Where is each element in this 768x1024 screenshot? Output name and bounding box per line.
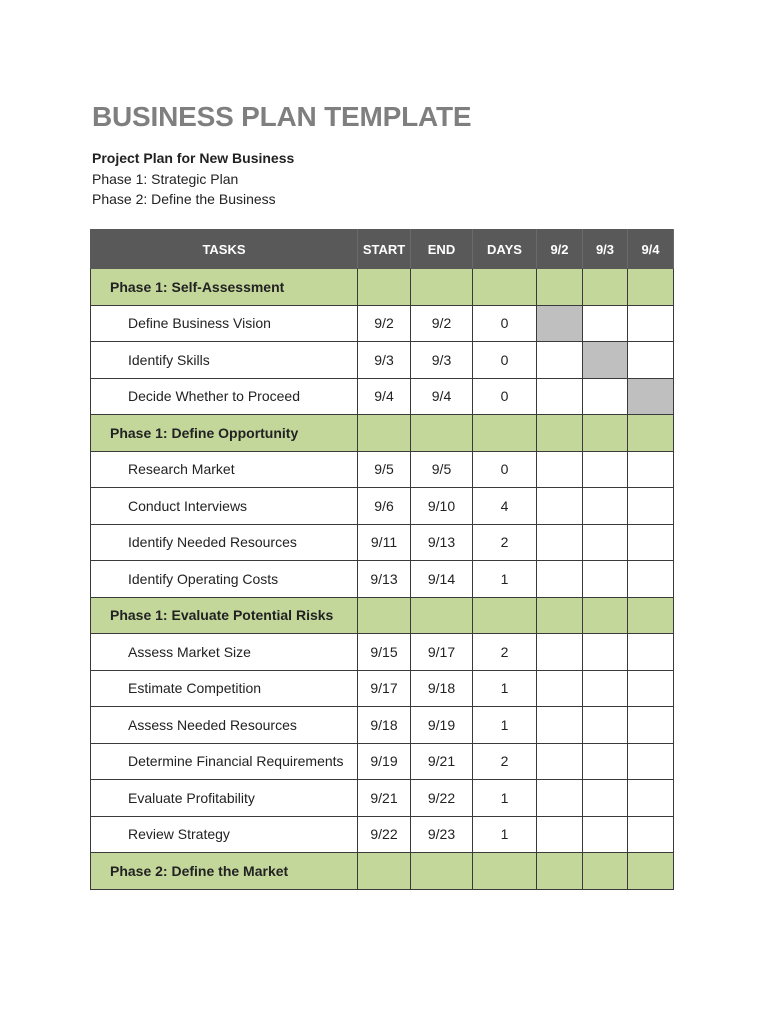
days-cell[interactable]: 2 (473, 524, 537, 561)
gantt-cell[interactable] (628, 342, 674, 379)
days-cell[interactable]: 4 (473, 488, 537, 525)
phase-label[interactable]: Phase 1: Self-Assessment (91, 269, 358, 306)
end-cell[interactable]: 9/10 (411, 488, 473, 525)
task-name-cell[interactable]: Identify Skills (91, 342, 358, 379)
task-row (91, 342, 674, 379)
phase-empty-cell[interactable] (583, 597, 628, 634)
phase-empty-cell[interactable] (628, 853, 674, 890)
gantt-cell-filled[interactable] (583, 342, 628, 379)
gantt-cell[interactable] (583, 524, 628, 561)
end-cell[interactable]: 9/18 (411, 670, 473, 707)
gantt-cell[interactable] (583, 634, 628, 671)
start-cell[interactable]: 9/15 (358, 634, 411, 671)
gantt-cell[interactable] (583, 488, 628, 525)
gantt-cell[interactable] (628, 816, 674, 853)
document-title: BUSINESS PLAN TEMPLATE (92, 101, 472, 132)
gantt-cell[interactable] (583, 305, 628, 342)
days-cell[interactable]: 0 (473, 305, 537, 342)
task-name-cell[interactable]: Assess Market Size (91, 634, 358, 671)
task-name-cell[interactable]: Evaluate Profitability (91, 780, 358, 817)
task-name-cell[interactable]: Estimate Competition (91, 670, 358, 707)
gantt-cell[interactable] (628, 488, 674, 525)
gantt-cell[interactable] (537, 378, 583, 415)
gantt-cell[interactable] (583, 743, 628, 780)
phase-empty-cell[interactable] (537, 853, 583, 890)
gantt-cell[interactable] (583, 378, 628, 415)
gantt-cell[interactable] (628, 305, 674, 342)
phase-empty-cell[interactable] (358, 597, 411, 634)
subtitle-block (92, 148, 294, 210)
task-row (91, 305, 674, 342)
subtitle-line-phase2: Phase 2: Define the Business (92, 191, 276, 207)
gantt-cell[interactable] (537, 524, 583, 561)
gantt-cell[interactable] (537, 780, 583, 817)
gantt-cell[interactable] (537, 816, 583, 853)
days-cell[interactable]: 1 (473, 780, 537, 817)
gantt-cell[interactable] (583, 816, 628, 853)
gantt-cell[interactable] (537, 451, 583, 488)
phase-empty-cell[interactable] (358, 415, 411, 452)
gantt-cell[interactable] (583, 707, 628, 744)
gantt-cell[interactable] (628, 780, 674, 817)
days-cell[interactable]: 0 (473, 342, 537, 379)
header-date: 9/3 (583, 230, 628, 269)
task-name-cell[interactable]: Review Strategy (91, 816, 358, 853)
phase-empty-cell[interactable] (473, 597, 537, 634)
end-cell[interactable]: 9/14 (411, 561, 473, 598)
task-name-cell[interactable]: Identify Needed Resources (91, 524, 358, 561)
days-cell[interactable]: 1 (473, 561, 537, 598)
phase-empty-cell[interactable] (411, 853, 473, 890)
task-name-cell[interactable]: Decide Whether to Proceed (91, 378, 358, 415)
phase-empty-cell[interactable] (628, 269, 674, 306)
end-cell[interactable]: 9/19 (411, 707, 473, 744)
end-cell[interactable]: 9/3 (411, 342, 473, 379)
gantt-cell[interactable] (628, 451, 674, 488)
gantt-cell[interactable] (537, 707, 583, 744)
phase-empty-cell[interactable] (537, 269, 583, 306)
phase-empty-cell[interactable] (537, 415, 583, 452)
start-cell[interactable]: 9/2 (358, 305, 411, 342)
gantt-cell[interactable] (583, 451, 628, 488)
table-header (91, 230, 674, 269)
gantt-cell[interactable] (537, 561, 583, 598)
end-cell[interactable]: 9/13 (411, 524, 473, 561)
start-cell[interactable]: 9/5 (358, 451, 411, 488)
phase-empty-cell[interactable] (583, 853, 628, 890)
start-cell[interactable]: 9/6 (358, 488, 411, 525)
phase-label[interactable]: Phase 2: Define the Market (91, 853, 358, 890)
project-plan-table (90, 229, 674, 890)
phase-row (91, 269, 674, 306)
start-cell[interactable]: 9/3 (358, 342, 411, 379)
task-row (91, 488, 674, 525)
phase-empty-cell[interactable] (411, 415, 473, 452)
header-days: DAYS (473, 230, 537, 269)
end-cell[interactable]: 9/22 (411, 780, 473, 817)
phase-empty-cell[interactable] (473, 415, 537, 452)
start-cell[interactable]: 9/4 (358, 378, 411, 415)
phase-row (91, 597, 674, 634)
end-cell[interactable]: 9/5 (411, 451, 473, 488)
header-tasks: TASKS (91, 230, 358, 269)
task-row (91, 780, 674, 817)
gantt-cell-filled[interactable] (537, 305, 583, 342)
phase-empty-cell[interactable] (583, 269, 628, 306)
phase-row (91, 853, 674, 890)
phase-empty-cell[interactable] (473, 853, 537, 890)
task-name-cell[interactable]: Conduct Interviews (91, 488, 358, 525)
days-cell[interactable]: 2 (473, 634, 537, 671)
task-row (91, 561, 674, 598)
task-row (91, 451, 674, 488)
phase-empty-cell[interactable] (358, 269, 411, 306)
start-cell[interactable]: 9/21 (358, 780, 411, 817)
phase-empty-cell[interactable] (628, 415, 674, 452)
end-cell[interactable]: 9/2 (411, 305, 473, 342)
days-cell[interactable]: 1 (473, 670, 537, 707)
gantt-cell[interactable] (537, 634, 583, 671)
phase-empty-cell[interactable] (583, 415, 628, 452)
gantt-cell[interactable] (537, 488, 583, 525)
days-cell[interactable]: 1 (473, 816, 537, 853)
header-date: 9/4 (628, 230, 674, 269)
gantt-cell[interactable] (583, 670, 628, 707)
task-row (91, 743, 674, 780)
gantt-cell[interactable] (583, 561, 628, 598)
gantt-cell[interactable] (628, 707, 674, 744)
gantt-cell[interactable] (628, 670, 674, 707)
end-cell[interactable]: 9/23 (411, 816, 473, 853)
task-row (91, 378, 674, 415)
task-name-cell[interactable]: Define Business Vision (91, 305, 358, 342)
start-cell[interactable]: 9/18 (358, 707, 411, 744)
header-end: END (411, 230, 473, 269)
gantt-cell[interactable] (628, 524, 674, 561)
phase-empty-cell[interactable] (411, 269, 473, 306)
end-cell[interactable]: 9/17 (411, 634, 473, 671)
phase-empty-cell[interactable] (411, 597, 473, 634)
end-cell[interactable]: 9/4 (411, 378, 473, 415)
gantt-cell[interactable] (583, 780, 628, 817)
header-date: 9/2 (537, 230, 583, 269)
phase-label[interactable]: Phase 1: Evaluate Potential Risks (91, 597, 358, 634)
table-body (91, 269, 674, 890)
gantt-cell[interactable] (537, 342, 583, 379)
gantt-cell[interactable] (628, 634, 674, 671)
task-name-cell[interactable]: Determine Financial Requirements (91, 743, 358, 780)
end-cell[interactable]: 9/21 (411, 743, 473, 780)
task-name-cell[interactable]: Assess Needed Resources (91, 707, 358, 744)
phase-empty-cell[interactable] (537, 597, 583, 634)
gantt-cell[interactable] (537, 670, 583, 707)
subtitle-line-phase1: Phase 1: Strategic Plan (92, 170, 239, 187)
task-name-cell[interactable]: Research Market (91, 451, 358, 488)
days-cell[interactable]: 0 (473, 378, 537, 415)
days-cell[interactable]: 1 (473, 707, 537, 744)
phase-empty-cell[interactable] (628, 597, 674, 634)
days-cell[interactable]: 0 (473, 451, 537, 488)
start-cell[interactable]: 9/19 (358, 743, 411, 780)
task-row (91, 524, 674, 561)
task-row (91, 670, 674, 707)
subtitle-line-project: Project Plan for New Business (92, 150, 295, 166)
gantt-cell[interactable] (628, 743, 674, 780)
phase-empty-cell[interactable] (473, 269, 537, 306)
header-row (91, 230, 674, 269)
phase-empty-cell[interactable] (358, 853, 411, 890)
gantt-cell[interactable] (537, 743, 583, 780)
task-row (91, 707, 674, 744)
start-cell[interactable]: 9/13 (358, 561, 411, 598)
start-cell[interactable]: 9/17 (358, 670, 411, 707)
phase-label[interactable]: Phase 1: Define Opportunity (91, 415, 358, 452)
days-cell[interactable]: 2 (473, 743, 537, 780)
header-start: START (358, 230, 411, 269)
phase-row (91, 415, 674, 452)
gantt-cell[interactable] (628, 561, 674, 598)
gantt-cell-filled[interactable] (628, 378, 674, 415)
start-cell[interactable]: 9/11 (358, 524, 411, 561)
task-name-cell[interactable]: Identify Operating Costs (91, 561, 358, 598)
task-row (91, 816, 674, 853)
task-row (91, 634, 674, 671)
start-cell[interactable]: 9/22 (358, 816, 411, 853)
